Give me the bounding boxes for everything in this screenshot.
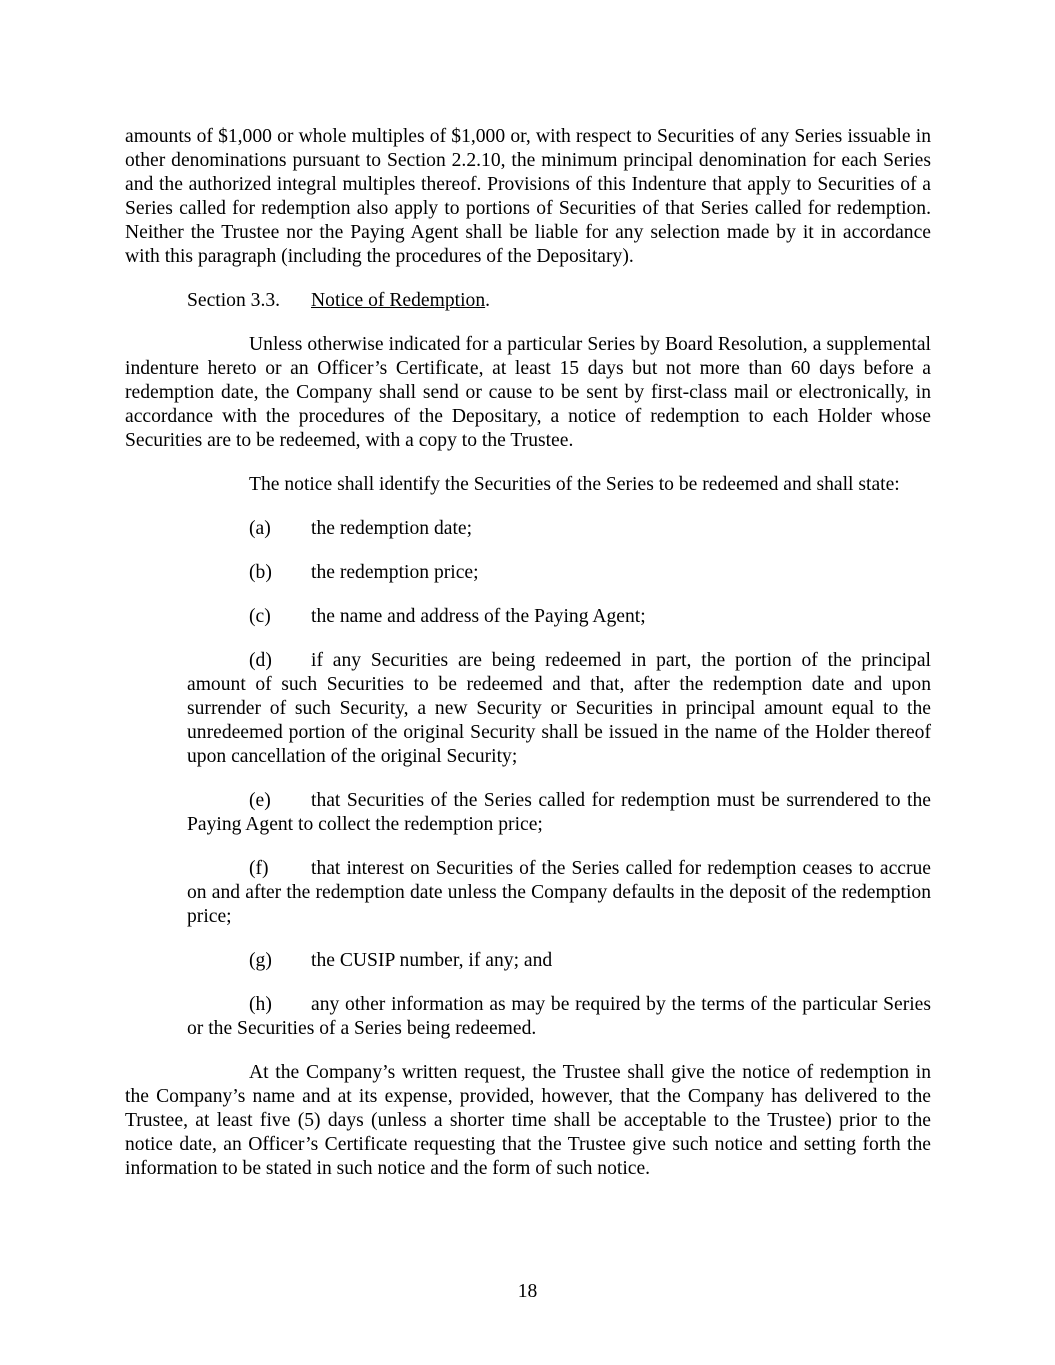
section-title-period: . <box>485 290 491 311</box>
document-page <box>125 125 931 1201</box>
redemption-notice-paragraph: Unless otherwise indicated for a particular Series by Board Resolution, a supplemental indenture hereto or an Officer’s Certificate, at least 15 days but not more than 60 days before a redemption date, the Company shall send or cause to be sent by first-class mail or electronically, in accordance with the procedures of the Depositary, a notice of redemption to each Holder whose Securities are to be redeemed, with a copy to the Trustee. <box>125 334 931 451</box>
list-item-marker: (g) <box>249 950 272 971</box>
continuation-paragraph: amounts of $1,000 or whole multiples of $1,000 or, with respect to Securities of any Series issuable in other denominations pursuant to Section 2.2.10, the minimum principal denomination for each Series and the authorized integral multiples thereof. Provisions of this Indenture that apply to Securities of a Series called for redemption also apply to portions of Securities of that Series called for redemption. Neither the Trustee nor the Paying Agent shall be liable for any selection made by it in accordance with this paragraph (including the procedures of the Depositary). <box>125 126 931 267</box>
section-number: Section 3.3. <box>187 290 281 311</box>
list-item-h <box>125 993 931 1041</box>
list-item-g <box>125 949 931 973</box>
page-number: 18 <box>517 1281 538 1302</box>
list-item-text: the redemption price; <box>311 562 479 583</box>
list-item-marker: (b) <box>249 562 272 583</box>
section-heading <box>125 289 931 313</box>
list-item-f <box>125 857 931 929</box>
list-item-marker: (c) <box>249 606 271 627</box>
list-item-text: the CUSIP number, if any; and <box>311 950 553 971</box>
list-item-text: that Securities of the Series called for redemption must be surrendered to the Paying Agent to collect the redemption price; <box>187 790 931 835</box>
list-item-text: if any Securities are being redeemed in part, the portion of the principal amount of such Securities to be redeemed and that, after the redemption date and upon surrender of such Security, a new Security or Securities in principal amount equal to the unredeemed portion of the original Security shall be issued in the name of the Holder thereof upon cancellation of the original Security; <box>187 650 931 767</box>
list-item-c <box>125 605 931 629</box>
notice-intro: The notice shall identify the Securities of the Series to be redeemed and shall state: <box>249 474 900 495</box>
list-item-marker: (f) <box>249 858 269 879</box>
list-item-b <box>125 561 931 585</box>
list-item-text: the redemption date; <box>311 518 473 539</box>
list-item-e <box>125 789 931 837</box>
section-title: Notice of Redemption <box>311 290 486 311</box>
list-item-marker: (a) <box>249 518 271 539</box>
list-item-marker: (h) <box>249 994 272 1015</box>
list-item-text: any other information as may be required by the terms of the particular Series or the Securities of a Series being redeemed. <box>187 994 931 1039</box>
list-item-text: that interest on Securities of the Series called for redemption ceases to accrue on and after the redemption date unless the Company defaults in the deposit of the redemption price; <box>187 858 931 927</box>
list-item-d <box>125 649 931 769</box>
trustee-notice-paragraph: At the Company’s written request, the Trustee shall give the notice of redemption in the Company’s name and at its expense, provided, however, that the Company has delivered to the Trustee, at least five (5) days (unless a shorter time shall be acceptable to the Trustee) prior to the notice date, an Officer’s Certificate requesting that the Trustee give such notice and setting forth the information to be stated in such notice and the form of such notice. <box>125 1062 931 1179</box>
list-item-a <box>125 517 931 541</box>
list-item-marker: (e) <box>249 790 271 811</box>
list-item-text: the name and address of the Paying Agent; <box>311 606 646 627</box>
list-item-marker: (d) <box>249 650 272 671</box>
